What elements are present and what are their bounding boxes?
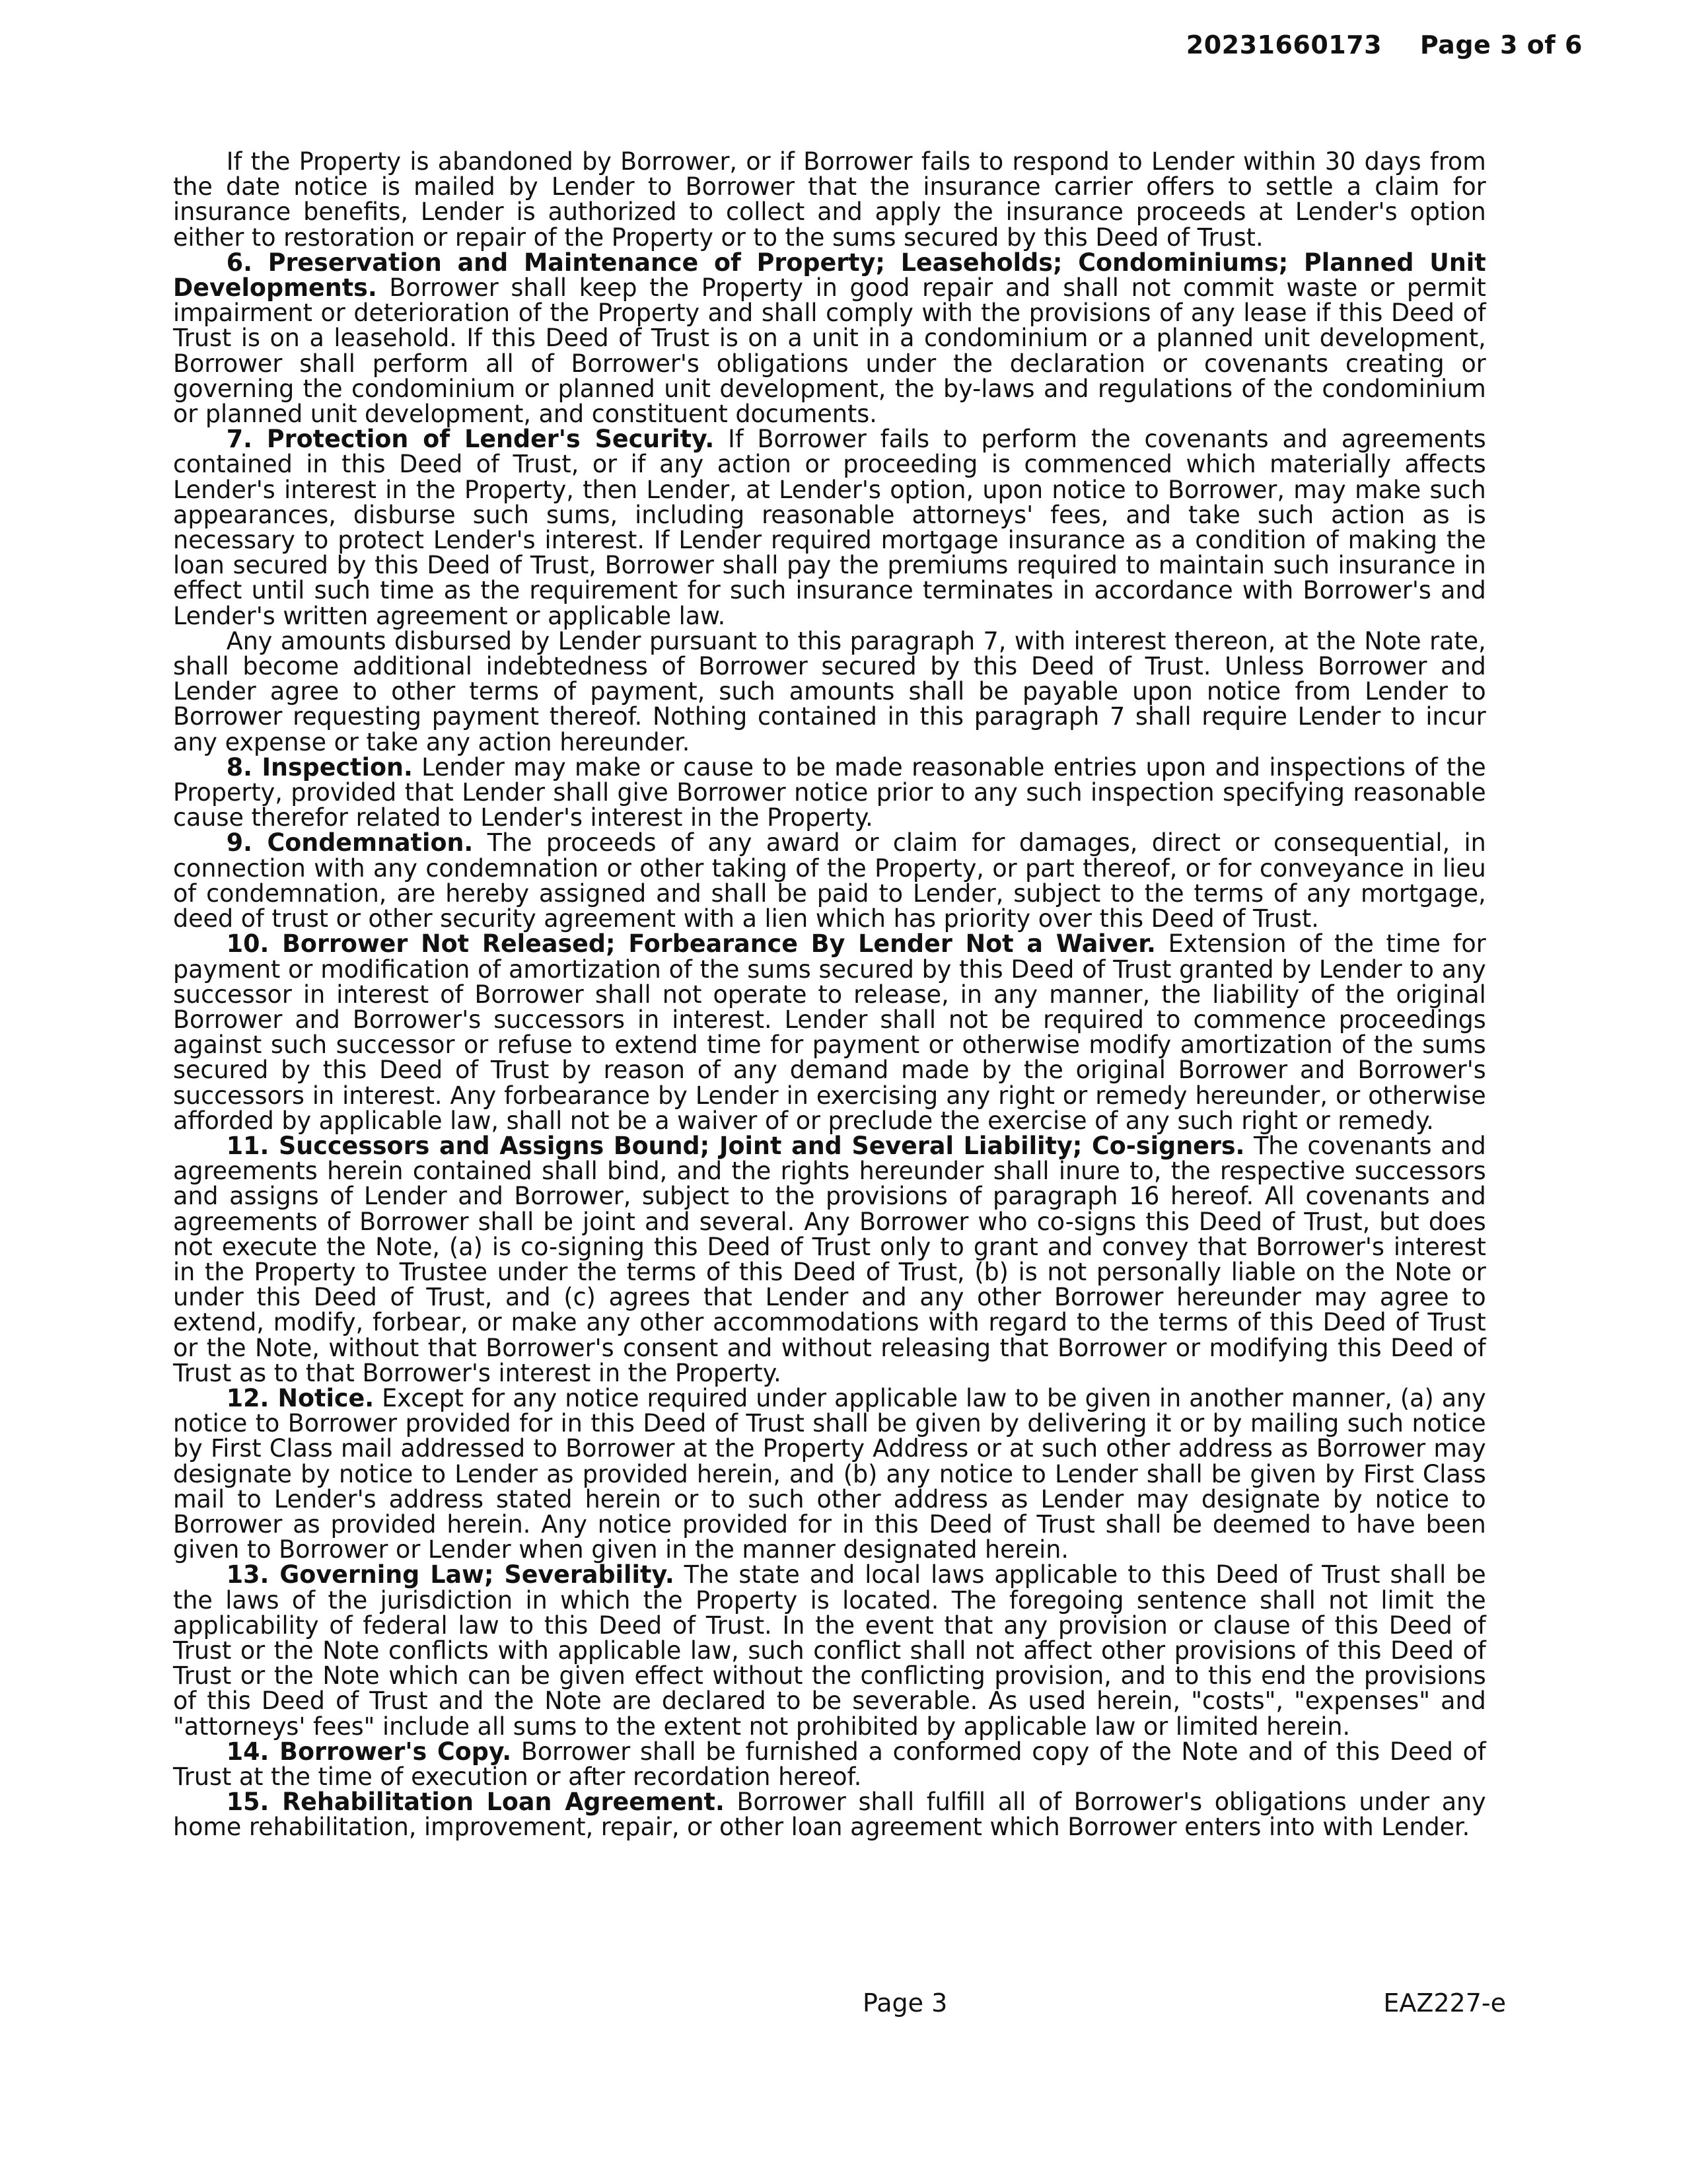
paragraph-heading: 7. Protection of Lender's Security. xyxy=(226,425,715,454)
paragraph-7-amounts xyxy=(173,626,1486,756)
paragraph-7-protection xyxy=(173,427,1486,629)
paragraph-text: If the Property is abandoned by Borrower, or if Borrower fails to respond to Lender within 30 days from the date notice is mailed by Lender to Borrower that the insurance carrier offers to settle a claim for insurance benefits, Lender is authorized to collect and apply the insurance proceeds at Lender's option either to restoration or repair of the Property or to the sums secured by this Deed of Trust. xyxy=(173,147,1486,252)
paragraph-10-forbearance xyxy=(173,931,1486,1134)
paragraph-15-rehabilitation xyxy=(173,1790,1486,1840)
paragraph-heading: 6. Preservation and Maintenance of Property; Leaseholds; Condominiums; Planned Unit Developments. xyxy=(173,248,1486,303)
paragraph-9-condemnation xyxy=(173,830,1486,931)
paragraph-11-successors xyxy=(173,1131,1486,1387)
document-number: 20231660173 xyxy=(1186,30,1382,59)
paragraph-heading: 11. Successors and Assigns Bound; Joint and Several Liability; Co-signers. xyxy=(226,1131,1245,1160)
paragraph-text: Lender may make or cause to be made reasonable entries upon and inspections of the Property, provided that Lender shall give Borrower notice prior to any such inspection specifying reasonable cause therefor related to Lender's interest in the Property. xyxy=(173,752,1486,832)
paragraph-12-notice xyxy=(173,1383,1486,1564)
paragraph-text: Except for any notice required under applicable law to be given in another manner, (a) any notice to Borrower provided for in this Deed of Trust shall be given by delivering it or by mailing such notice by First Class mail addressed to Borrower at the Property Address or at such other address as Borrower may designate by notice to Lender as provided herein, and (b) any notice to Lender shall be given by First Class mail to Lender's address stated herein or to such other address as Lender may designate by notice to Borrower as provided herein. Any notice provided for in this Deed of Trust shall be deemed to have been given to Borrower or Lender when given in the manner designated herein. xyxy=(173,1383,1486,1564)
paragraph-text: Any amounts disbursed by Lender pursuant to this paragraph 7, with interest thereon, at the Note rate, shall become additional indebtedness of Borrower secured by this Deed of Trust. Unless Borrower and Lender agree to other terms of payment, such amounts shall be payable upon notice from Lender to Borrower requesting payment thereof. Nothing contained in this paragraph 7 shall require Lender to incur any expense or take any action hereunder. xyxy=(173,626,1486,756)
paragraph-14-borrowers-copy xyxy=(173,1739,1486,1790)
page-indicator: Page 3 of 6 xyxy=(1419,30,1583,59)
paragraph-8-inspection xyxy=(173,752,1486,832)
paragraph-heading: 10. Borrower Not Released; Forbearance By Lender Not a Waiver. xyxy=(226,929,1156,959)
paragraph-abandonment xyxy=(173,149,1486,250)
paragraph-text: If Borrower fails to perform the covenants and agreements contained in this Deed of Trust, or if any action or proceeding is commenced which materially affects Lender's interest in the Property, then Lender, at Lender's option, upon notice to Borrower, may make such appearances, disburse such sums, including reasonable attorneys' fees, and take such action as is necessary to protect Lender's interest. If Lender required mortgage insurance as a condition of making the loan secured by this Deed of Trust, Borrower shall pay the premiums required to maintain such insurance in effect until such time as the requirement for such insurance terminates in accordance with Borrower's and Lender's written agreement or applicable law. xyxy=(173,425,1486,630)
paragraph-text: The covenants and agreements herein contained shall bind, and the rights hereunder shall inure to, the respective successors and assigns of Lender and Borrower, subject to the provisions of paragraph 16 hereof. All covenants and agreements of Borrower shall be joint and several. Any Borrower who co-signs this Deed of Trust, but does not execute the Note, (a) is co-signing this Deed of Trust only to grant and convey that Borrower's interest in the Property to Trustee under the terms of this Deed of Trust, (b) is not personally liable on the Note or under this Deed of Trust, and (c) agrees that Lender and any other Borrower hereunder may agree to extend, modify, forbear, or make any other accommodations with regard to the terms of this Deed of Trust or the Note, without that Borrower's consent and without releasing that Borrower or modifying this Deed of Trust as to that Borrower's interest in the Property. xyxy=(173,1131,1486,1387)
paragraph-heading: 12. Notice. xyxy=(226,1383,375,1412)
footer-page-label: Page 3 xyxy=(863,1988,948,2018)
paragraph-6-preservation xyxy=(173,250,1486,427)
paragraph-heading: 15. Rehabilitation Loan Agreement. xyxy=(226,1788,725,1817)
document-body xyxy=(173,149,1486,1840)
paragraph-heading: 8. Inspection. xyxy=(226,752,413,782)
paragraph-text: Borrower shall be furnished a conformed copy of the Note and of this Deed of Trust at the time of execution or after recordation hereof. xyxy=(173,1737,1486,1791)
paragraph-text: The proceeds of any award or claim for damages, direct or consequential, in connection with any condemnation or other taking of the Property, or part thereof, or for conveyance in lieu of condemnation, are hereby assigned and shall be paid to Lender, subject to the terms of any mortgage, deed of trust or other security agreement with a lien which has priority over this Deed of Trust. xyxy=(173,828,1486,933)
paragraph-13-governing-law xyxy=(173,1562,1486,1739)
paragraph-text: The state and local laws applicable to this Deed of Trust shall be the laws of the jurisdiction in which the Property is located. The foregoing sentence shall not limit the applicability of federal law to this Deed of Trust. In the event that any provision or clause of this Deed of Trust or the Note conflicts with applicable law, such conflict shall not affect other provisions of this Deed of Trust or the Note which can be given effect without the conflicting provision, and to this end the provisions of this Deed of Trust and the Note are declared to be severable. As used herein, "costs", "expenses" and "attorneys' fees" include all sums to the extent not prohibited by applicable law or limited herein. xyxy=(173,1560,1486,1741)
paragraph-text: Extension of the time for payment or modification of amortization of the sums secured by this Deed of Trust granted by Lender to any successor in interest of Borrower shall not operate to release, in any manner, the liability of the original Borrower and Borrower's successors in interest. Lender shall not be required to commence proceedings against such successor or refuse to extend time for payment or otherwise modify amortization of the sums secured by this Deed of Trust by reason of any demand made by the original Borrower and Borrower's successors in interest. Any forbearance by Lender in exercising any right or remedy hereunder, or otherwise afforded by applicable law, shall not be a waiver of or preclude the exercise of any such right or remedy. xyxy=(173,929,1486,1135)
paragraph-heading: 9. Condemnation. xyxy=(226,828,474,857)
paragraph-text: Borrower shall fulfill all of Borrower's obligations under any home rehabilitation, improvement, repair, or other loan agreement which Borrower enters into with Lender. xyxy=(173,1788,1486,1842)
paragraph-text: Borrower shall keep the Property in good repair and shall not commit waste or permit impairment or deterioration of the Property and shall comply with the provisions of any lease if this Deed of Trust is on a leasehold. If this Deed of Trust is on a unit in a condominium or a planned unit development, Borrower shall perform all of Borrower's obligations under the declaration or covenants creating or governing the condominium or planned unit development, the by-laws and regulations of the condominium or planned unit development, and constituent documents. xyxy=(173,273,1486,429)
paragraph-heading: 13. Governing Law; Severability. xyxy=(226,1560,674,1589)
paragraph-heading: 14. Borrower's Copy. xyxy=(226,1737,512,1766)
page-header xyxy=(1186,30,1583,59)
footer-form-code: EAZ227-e xyxy=(1383,1988,1506,2018)
